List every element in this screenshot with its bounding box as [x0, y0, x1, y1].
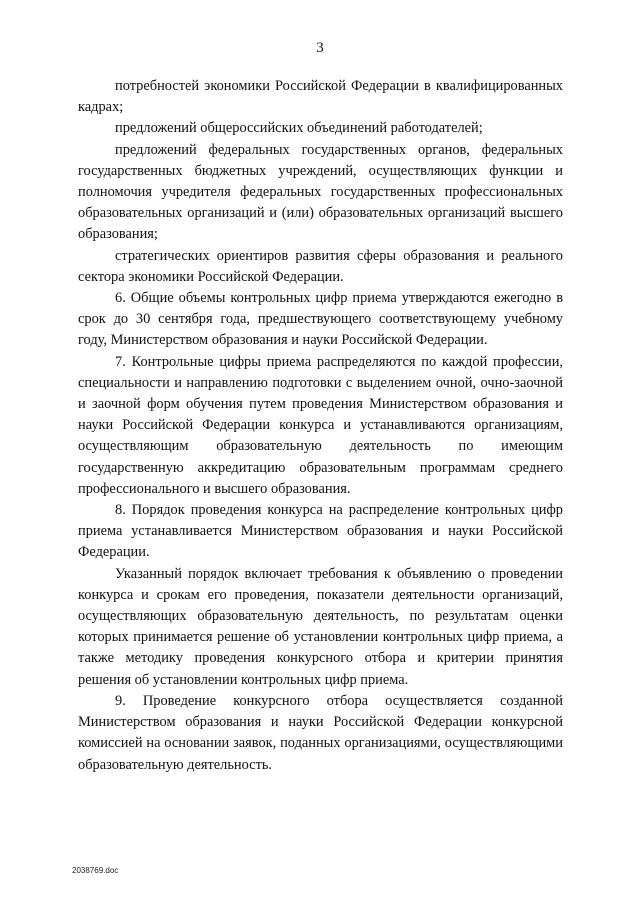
page-number: 3 — [316, 40, 324, 56]
paragraph-list-item-federal-bodies: предложений федеральных государственных органов, федеральных государственных бюджетных учреждений, осуществляющих функции и полномочия учредителя федеральных государственных профессиональных образовательных организаций и (или) образовательных организаций высшего образования; — [78, 141, 563, 243]
paragraph-list-item-strategic-guidelines: стратегических ориентиров развития сферы образования и реального сектора экономики Российской Федерации. — [78, 247, 563, 285]
paragraph-clause-9: 9. Проведение конкурсного отбора осуществляется созданной Министерством образования и науки Российской Федерации конкурсной комиссией на основании заявок, поданных организациями, осуществляющими образовательную деятельность. — [78, 692, 563, 773]
paragraph-clause-8: 8. Порядок проведения конкурса на распределение контрольных цифр приема устанавливается Министерством образования и науки Российской Федерации. — [78, 502, 563, 561]
paragraph-clause-8-procedure: Указанный порядок включает требования к объявлению о проведении конкурса и срокам его проведения, показатели деятельности организаций, осуществляющих образовательную деятельность, по результатам оценки которых принимается решение об установлении контрольных цифр приема, а также методику проведения конкурсного отбора и критерии принятия решения об установлении контрольных цифр приема. — [78, 565, 563, 688]
paragraph-clause-6: 6. Общие объемы контрольных цифр приема утверждаются ежегодно в срок до 30 сентября года, предшествующего соответствующему учебному году, Министерством образования и науки Российской Федерации. — [78, 290, 563, 349]
paragraph-clause-7: 7. Контрольные цифры приема распределяются по каждой профессии, специальности и направлению подготовки с выделением очной, очно-заочной и заочной форм обучения путем проведения Министерством образования и науки Российской Федерации конкурса и устанавливаются организациям, осуществляющим образовательную деятельность по имеющим государственную аккредитацию образовательным программам среднего профессионального и высшего образования. — [78, 353, 563, 497]
document-body — [78, 76, 563, 776]
paragraph-list-item-employers: предложений общероссийских объединений работодателей; — [115, 120, 483, 137]
document-filename-footer: 2038769.doc — [72, 866, 119, 875]
paragraph-list-item-economy-needs: потребностей экономики Российской Федерации в квалифицированных кадрах; — [78, 78, 563, 116]
